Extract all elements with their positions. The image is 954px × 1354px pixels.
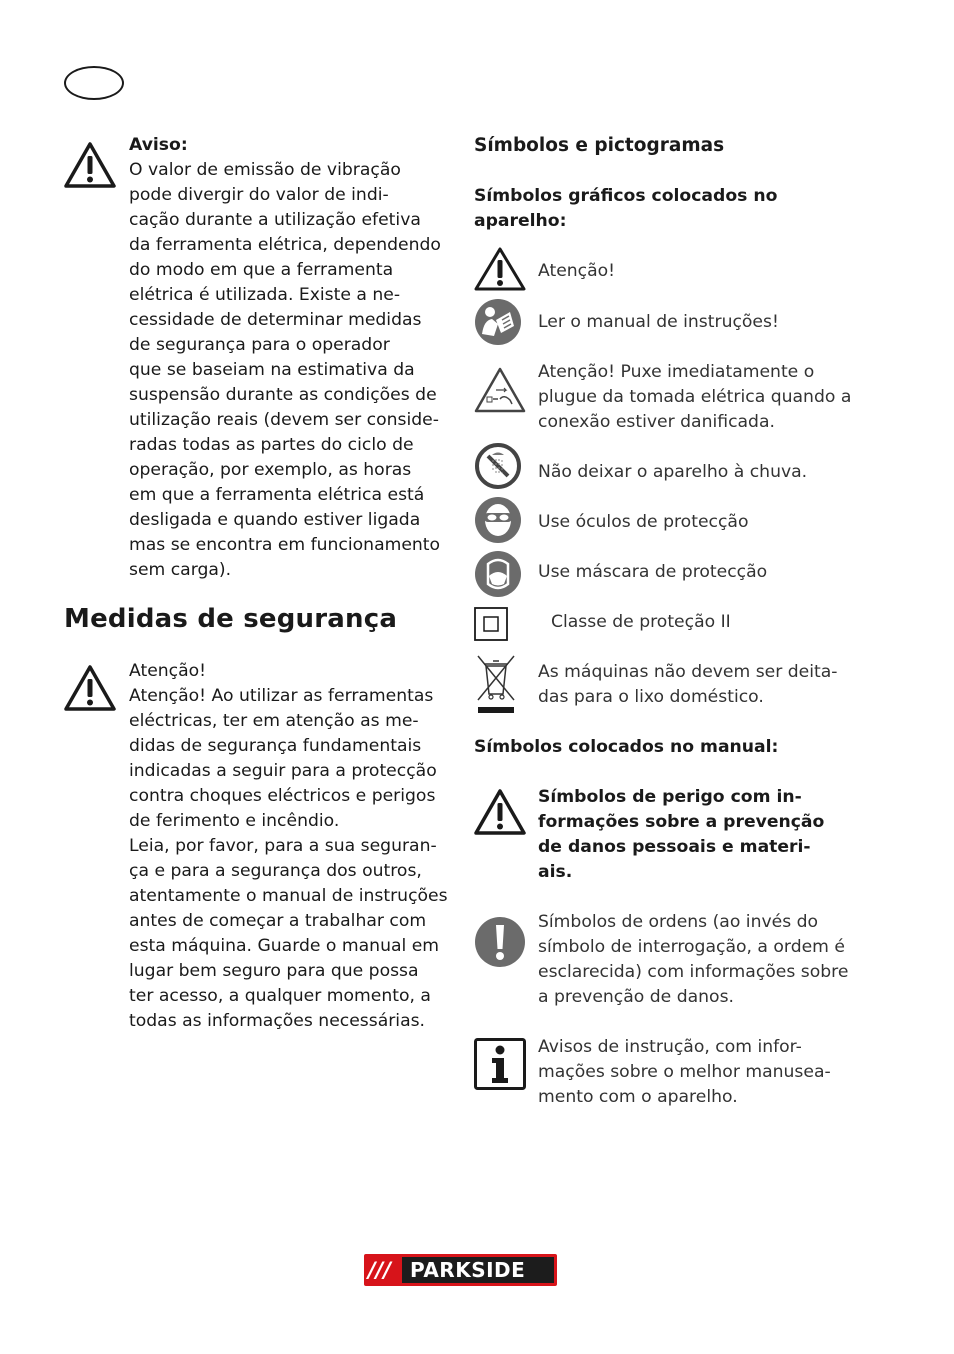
manual-symbol-line: símbolo de interrogação, a ordem é (538, 937, 845, 957)
parkside-logo (364, 1254, 557, 1286)
atencao-line: Leia, por favor, para a sua seguran- (129, 836, 437, 856)
device-symbol-line: Não deixar o aparelho à chuva. (538, 462, 808, 482)
exclamation-circle-icon (474, 916, 526, 968)
device-symbols-subheading (474, 184, 777, 234)
aviso-line: desligada e quando estiver ligada (129, 510, 421, 530)
aviso-line: elétrica é utilizada. Existe a ne- (129, 285, 401, 305)
manual-symbols-heading: Símbolos colocados no manual: (474, 737, 779, 757)
device-symbol-line: das para o lixo doméstico. (538, 687, 764, 707)
read-manual-icon (474, 298, 522, 346)
device-symbol-text (538, 259, 615, 284)
device-symbol-line: Ler o manual de instruções! (538, 312, 779, 332)
aviso-line: que se baseiam na estimativa da (129, 360, 415, 380)
language-badge (64, 66, 124, 100)
aviso-line: pode divergir do valor de indi- (129, 185, 389, 205)
subheading-line: Símbolos gráficos colocados no (474, 186, 778, 206)
subheading-line: aparelho: (474, 211, 567, 231)
device-symbol-text (538, 310, 779, 335)
aviso-line: radas todas as partes do ciclo de (129, 435, 414, 455)
aviso-line: da ferramenta elétrica, dependendo (129, 235, 441, 255)
aviso-line: cação durante a utilização efetiva (129, 210, 421, 230)
device-symbol-line: plugue da tomada elétrica quando a (538, 387, 852, 407)
device-symbol-text (538, 660, 838, 710)
device-symbol-text (551, 610, 731, 635)
section-title: Medidas de segurança (64, 604, 398, 634)
atencao-line: todas as informações necessárias. (129, 1011, 426, 1031)
device-symbol-text (538, 510, 748, 535)
manual-symbol-text (538, 1035, 831, 1110)
device-symbol-text (538, 460, 807, 485)
manual-symbol-line: esclarecida) com informações sobre (538, 962, 849, 982)
safety-goggles-icon (474, 496, 522, 544)
device-symbol-text (538, 360, 851, 435)
aviso-line: do modo em que a ferramenta (129, 260, 394, 280)
aviso-line: cessidade de determinar medidas (129, 310, 422, 330)
device-symbol-line: conexão estiver danificada. (538, 412, 775, 432)
manual-symbol-line: a prevenção de danos. (538, 987, 734, 1007)
aviso-line: sem carga). (129, 560, 232, 580)
no-rain-icon (474, 442, 522, 490)
symbols-heading: Símbolos e pictogramas (474, 135, 725, 156)
device-symbol-line: Use óculos de protecção (538, 512, 749, 532)
manual-symbol-line: Símbolos de perigo com in- (538, 787, 802, 807)
warning-triangle-icon (64, 141, 116, 189)
atencao-line: ça e para a segurança dos outros, (129, 861, 422, 881)
atencao-line: contra choques eléctricos e perigos (129, 786, 436, 806)
atencao-block (129, 659, 459, 1034)
manual-symbol-line: mações sobre o melhor manusea- (538, 1062, 831, 1082)
manual-symbol-line: mento com o aparelho. (538, 1087, 738, 1107)
manual-symbol-text (538, 785, 824, 885)
atencao-line: antes de começar a trabalhar com (129, 911, 427, 931)
manual-symbol-line: Símbolos de ordens (ao invés do (538, 912, 819, 932)
atencao-line: indicadas a seguir para a protecção (129, 761, 437, 781)
aviso-block (129, 133, 459, 583)
logo-stripes: /// (368, 1258, 392, 1282)
logo-plate (402, 1257, 554, 1283)
manual-symbol-line: formações sobre a prevenção (538, 812, 825, 832)
logo-text: PARKSIDE (410, 1258, 526, 1282)
aviso-line: mas se encontra em funcionamento (129, 535, 441, 555)
protection-class-ii-icon (474, 607, 508, 641)
dust-mask-icon (474, 550, 522, 598)
device-symbol-text (538, 560, 767, 585)
info-icon (474, 1038, 526, 1090)
manual-symbol-line: de danos pessoais e materi- (538, 837, 811, 857)
unplug-warning-icon (474, 366, 526, 414)
crossed-bin-icon (474, 652, 518, 716)
atencao-line: Atenção! Ao utilizar as ferramentas (129, 686, 434, 706)
aviso-line: O valor de emissão de vibração (129, 160, 401, 180)
atencao-line: atentamente o manual de instruções (129, 886, 448, 906)
manual-symbol-line: ais. (538, 862, 573, 882)
warning-triangle-icon (474, 788, 526, 836)
atencao-line: de ferimento e incêndio. (129, 811, 340, 831)
warning-triangle-icon (64, 664, 116, 712)
device-symbol-line: As máquinas não devem ser deita- (538, 662, 838, 682)
manual-symbol-text (538, 910, 848, 1010)
aviso-line: de segurança para o operador (129, 335, 390, 355)
device-symbol-line: Atenção! Puxe imediatamente o (538, 362, 815, 382)
aviso-title: Aviso: (129, 135, 188, 155)
device-symbol-line: Use máscara de protecção (538, 562, 768, 582)
device-symbol-line: Classe de proteção II (551, 612, 731, 632)
atencao-line: eléctricas, ter em atenção as me- (129, 711, 419, 731)
aviso-line: operação, por exemplo, as horas (129, 460, 412, 480)
atencao-line: esta máquina. Guarde o manual em (129, 936, 440, 956)
aviso-line: utilização reais (devem ser conside- (129, 410, 439, 430)
aviso-line: suspensão durante as condições de (129, 385, 437, 405)
atencao-line: lugar bem seguro para que possa (129, 961, 419, 981)
atencao-line: didas de segurança fundamentais (129, 736, 422, 756)
atencao-line: Atenção! (129, 661, 207, 681)
atencao-line: ter acesso, a qualquer momento, a (129, 986, 431, 1006)
device-symbol-line: Atenção! (538, 261, 616, 281)
manual-symbol-line: Avisos de instrução, com infor- (538, 1037, 802, 1057)
warning-triangle-icon (474, 246, 526, 292)
aviso-line: em que a ferramenta elétrica está (129, 485, 425, 505)
